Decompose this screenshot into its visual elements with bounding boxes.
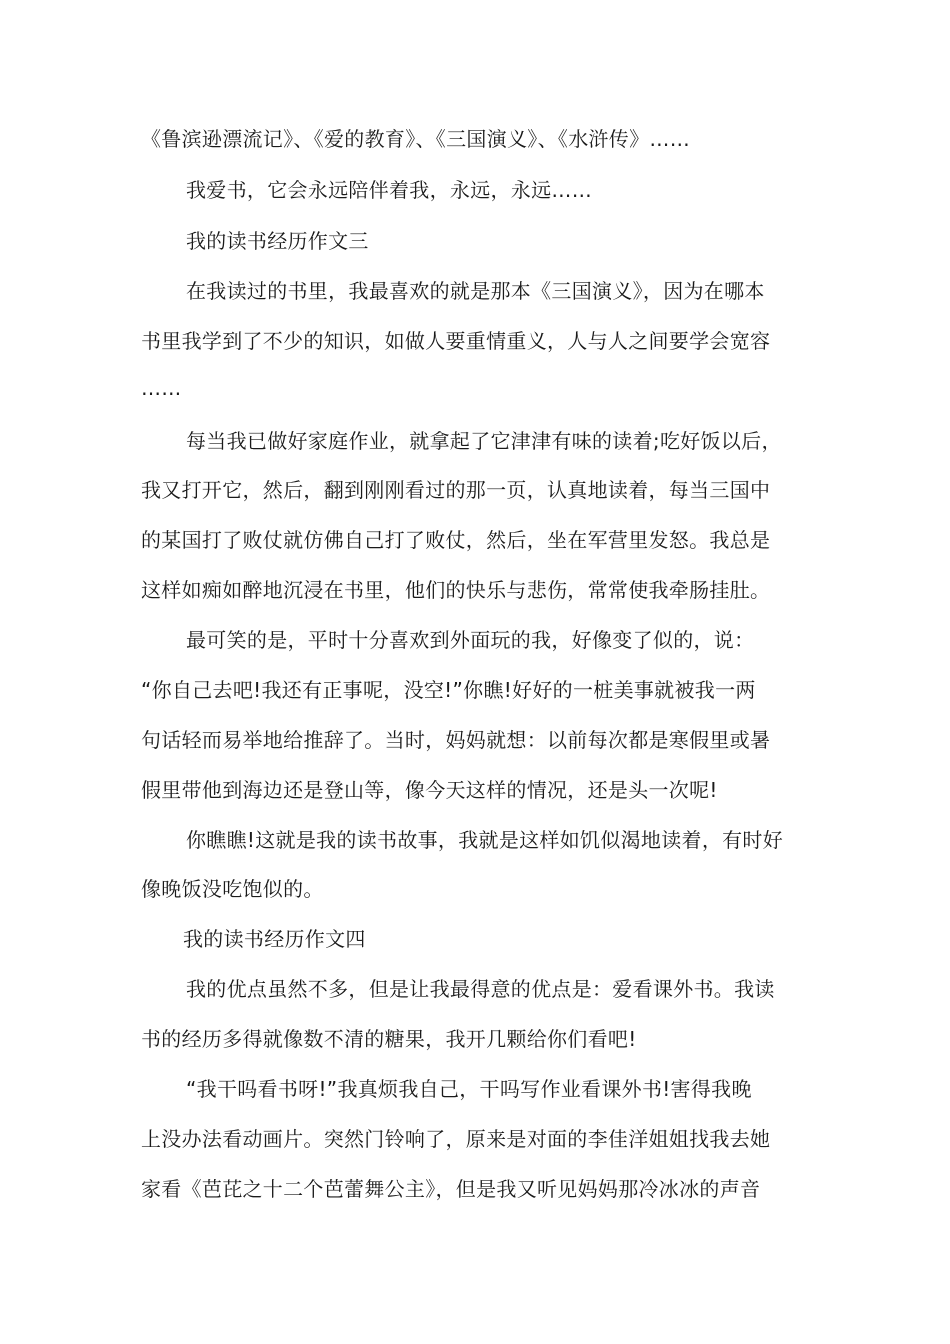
text-line: 的某国打了败仗就仿佛自己打了败仗，然后，坐在军营里发怒。我总是: [141, 528, 771, 552]
text-line: 每当我已做好家庭作业，就拿起了它津津有味的读着;吃好饭以后，: [186, 429, 782, 453]
text-line: ……: [141, 376, 182, 400]
text-line: 书的经历多得就像数不清的糖果，我开几颗给你们看吧!: [141, 1027, 637, 1051]
text-line: 我的优点虽然不多，但是让我最得意的优点是：爱看课外书。我读: [186, 977, 775, 1001]
text-line: 这样如痴如醉地沉浸在书里，他们的快乐与悲伤，常常使我牵肠挂肚。: [141, 578, 771, 602]
text-line: “我干吗看书呀!”我真烦我自己，干吗写作业看课外书!害得我晚: [186, 1077, 752, 1101]
text-line: 家看《芭芘之十二个芭蕾舞公主》，但是我又听见妈妈那冷冰冰的声音: [141, 1177, 761, 1201]
text-line: 上没办法看动画片。突然门铃响了，原来是对面的李佳洋姐姐找我去她: [141, 1127, 771, 1151]
text-line: 假里带他到海边还是登山等，像今天这样的情况，还是头一次呢!: [141, 778, 718, 802]
text-line: 像晚饭没吃饱似的。: [141, 877, 324, 901]
text-line: 你瞧瞧!这就是我的读书故事，我就是这样如饥似渴地读着，有时好: [186, 828, 784, 852]
text-line: 我爱书，它会永远陪伴着我，永远，永远……: [186, 178, 592, 202]
text-line: 句话轻而易举地给推辞了。当时，妈妈就想：以前每次都是寒假里或暑: [141, 728, 771, 752]
text-line: 在我读过的书里，我最喜欢的就是那本《三国演义》，因为在哪本: [186, 279, 765, 303]
text-line: “你自己去吧!我还有正事呢，没空!”你瞧!好好的一桩美事就被我一两: [141, 678, 756, 702]
text-line: 最可笑的是，平时十分喜欢到外面玩的我，好像变了似的，说：: [186, 628, 755, 652]
section-heading: 我的读书经历作文三: [186, 229, 369, 253]
text-line: 《鲁滨逊漂流记》、《爱的教育》、《三国演义》、《水浒传》……: [141, 127, 690, 151]
section-heading: 我的读书经历作文四: [183, 927, 366, 951]
text-line: 我又打开它，然后，翻到刚刚看过的那一页，认真地读着，每当三国中: [141, 478, 771, 502]
text-line: 书里我学到了不少的知识，如做人要重情重义，人与人之间要学会宽容: [141, 329, 771, 353]
